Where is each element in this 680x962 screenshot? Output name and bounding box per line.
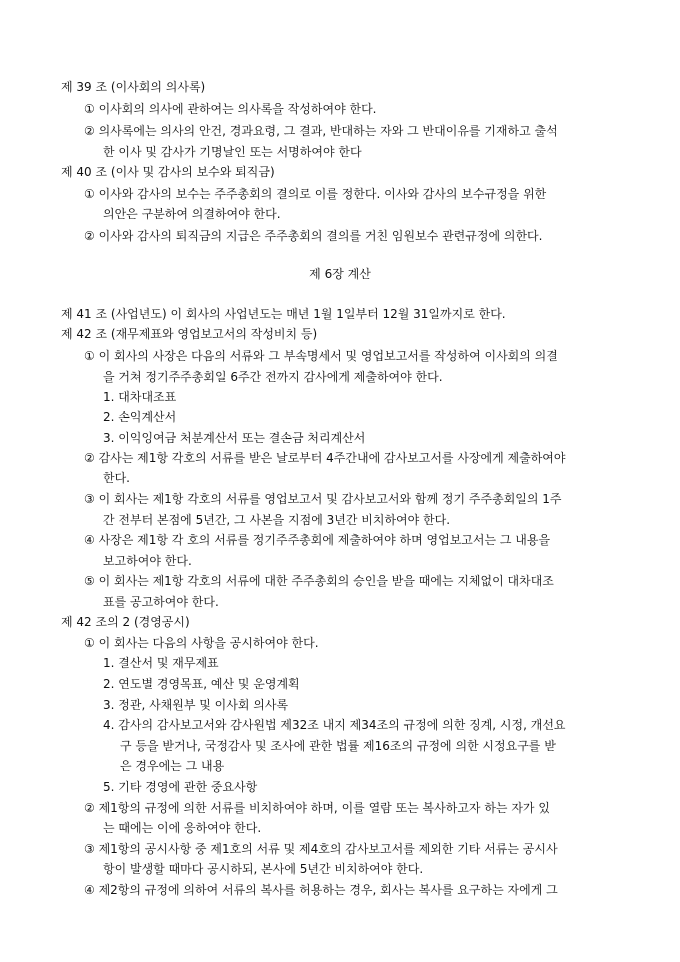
chapter-6-title: 제 6장 계산	[309, 267, 371, 281]
article-42-clause-4: ④ 사장은 제1항 각 호의 서류를 정기주주총회에 제출하여야 하며 영업보고서는 그 내용을	[84, 533, 551, 547]
article-39-clause-2: ② 의사록에는 의사의 안건, 경과요령, 그 결과, 반대하는 자와 그 반대이유를 기재하고 출석	[84, 124, 558, 138]
article-42-2-clause-2: ② 제1항의 규정에 의한 서류를 비치하여야 하며, 이를 열람 또는 복사하고자 하는 자가 있	[84, 801, 550, 815]
article-42-2-item-5: 5. 기타 경영에 관한 중요사항	[103, 780, 258, 794]
article-42-2-heading: 제 42 조의 2 (경영공시)	[61, 615, 190, 629]
article-42-heading: 제 42 조 (재무제표와 영업보고서의 작성비치 등)	[61, 327, 318, 341]
article-42-clause-3: ③ 이 회사는 제1항 각호의 서류를 영업보고서 및 감사보고서와 함께 정기 주주총회일의 1주	[84, 492, 562, 506]
article-39-clause-1: ① 이사회의 의사에 관하여는 의사록을 작성하여야 한다.	[84, 102, 377, 116]
article-42-2-item-3: 3. 정관, 사채원부 및 이사회 의사록	[103, 698, 289, 712]
article-42-clause-4-cont: 보고하여야 한다.	[103, 554, 192, 568]
article-42-item-3: 3. 이익잉여금 처분계산서 또는 결손금 처리계산서	[103, 431, 366, 445]
article-42-2-item-2: 2. 연도별 경영목표, 예산 및 운영계획	[103, 677, 300, 691]
article-42-2-item-4-cont-2: 은 경우에는 그 내용	[120, 759, 225, 773]
article-42-clause-2-cont: 한다.	[103, 471, 130, 485]
article-42-2-clause-3: ③ 제1항의 공시사항 중 제1호의 서류 및 제4호의 감사보고서를 제외한 기타 서류는 공시사	[84, 842, 558, 856]
article-42-clause-1-cont: 을 거쳐 정기주주총회일 6주간 전까지 감사에게 제출하여야 한다.	[103, 370, 443, 384]
article-42-2-item-4-cont-1: 구 등을 받거나, 국정감사 및 조사에 관한 법률 제16조의 규정에 의한 시정요구를 받	[120, 739, 556, 753]
article-42-2-item-4: 4. 감사의 감사보고서와 감사원법 제32조 내지 제34조의 규정에 의한 징계, 시정, 개선요	[103, 718, 566, 732]
article-39-clause-2-cont: 한 이사 및 감사가 기명날인 또는 서명하여야 한다	[103, 145, 362, 159]
article-40-clause-1-cont: 의안은 구분하여 의결하여야 한다.	[103, 207, 281, 221]
article-39-heading: 제 39 조 (이사회의 의사록)	[61, 80, 206, 94]
article-40-clause-1: ① 이사와 감사의 보수는 주주총회의 결의로 이를 정한다. 이사와 감사의 보수규정을 위한	[84, 187, 547, 201]
article-42-clause-2: ② 감사는 제1항 각호의 서류를 받은 날로부터 4주간내에 감사보고서를 사장에게 제출하여야	[84, 451, 566, 465]
article-42-clause-3-cont: 간 전부터 본점에 5년간, 그 사본을 지점에 3년간 비치하여야 한다.	[103, 513, 451, 527]
article-42-clause-1: ① 이 회사의 사장은 다음의 서류와 그 부속명세서 및 영업보고서를 작성하여 이사회의 의결	[84, 349, 558, 363]
article-42-2-clause-2-cont: 는 때에는 이에 응하여야 한다.	[103, 821, 262, 835]
article-42-2-clause-4: ④ 제2항의 규정에 의하여 서류의 복사를 허용하는 경우, 회사는 복사를 요구하는 자에게 그	[84, 883, 558, 897]
article-42-clause-5-cont: 표를 공고하여야 한다.	[103, 595, 219, 609]
article-40-heading: 제 40 조 (이사 및 감사의 보수와 퇴직금)	[61, 165, 275, 179]
article-41-text: 제 41 조 (사업년도) 이 회사의 사업년도는 매년 1월 1일부터 12월 31일까지로 한다.	[61, 307, 506, 321]
article-42-clause-5: ⑤ 이 회사는 제1항 각호의 서류에 대한 주주총회의 승인을 받을 때에는 지체없이 대차대조	[84, 574, 554, 588]
article-42-2-clause-1: ① 이 회사는 다음의 사항을 공시하여야 한다.	[84, 636, 319, 650]
article-42-item-2: 2. 손익계산서	[103, 410, 177, 424]
article-40-clause-2: ② 이사와 감사의 퇴직금의 지급은 주주총회의 결의를 거친 임원보수 관련규정에 의한다.	[84, 229, 543, 243]
article-42-2-clause-3-cont: 항이 발생할 때마다 공시하되, 본사에 5년간 비치하여야 한다.	[103, 862, 424, 876]
article-42-item-1: 1. 대차대조표	[103, 390, 177, 404]
article-42-2-item-1: 1. 결산서 및 재무제표	[103, 656, 219, 670]
